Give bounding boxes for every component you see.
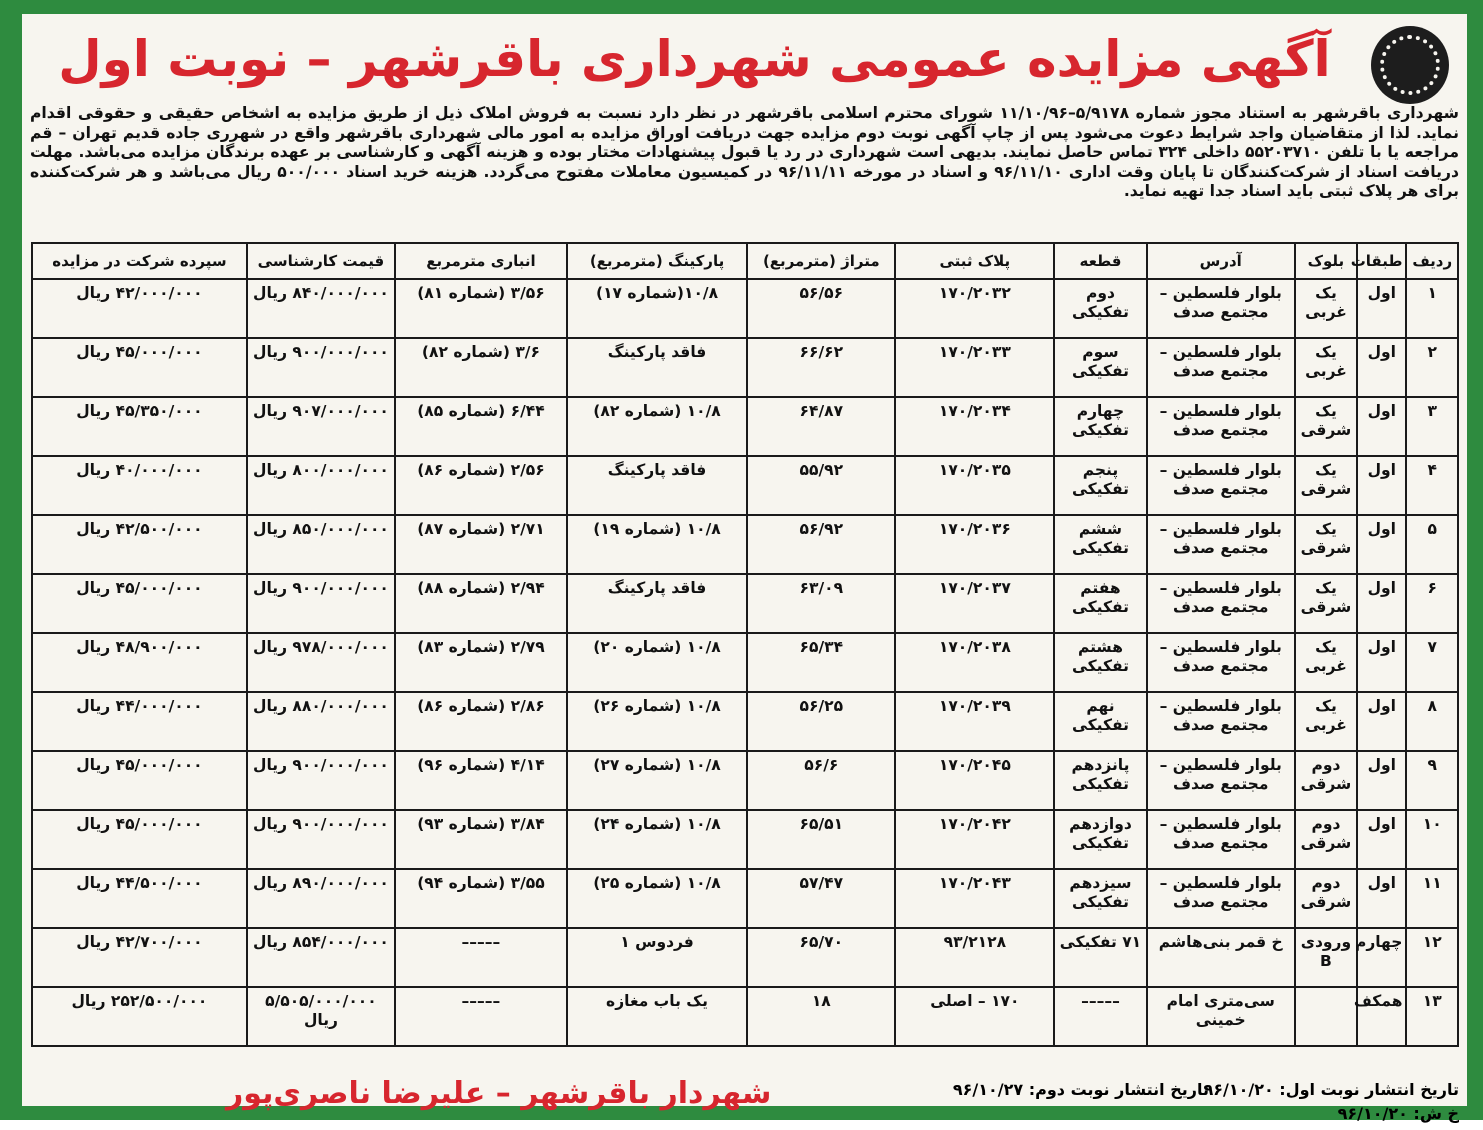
cell-deposit: ۴۵/۰۰۰/۰۰۰ ریال (32, 574, 247, 633)
cell-radif: ۱ (1406, 279, 1458, 338)
cell-block: یک غربی (1295, 279, 1357, 338)
cell-parking: ۱۰/۸(شماره ۱۷) (567, 279, 747, 338)
cell-tabaqe: اول (1357, 751, 1406, 810)
cell-anbari: ۲/۵۶ (شماره ۸۶) (395, 456, 567, 515)
cell-tabaqe: اول (1357, 515, 1406, 574)
intro-paragraph (30, 104, 1459, 202)
header-area: متراژ (مترمربع) (747, 243, 895, 279)
cell-price: ۹۷۸/۰۰۰/۰۰۰ ریال (247, 633, 395, 692)
cell-address: سی‌متری امام خمینی (1147, 987, 1295, 1046)
cell-plak: ۱۷۰/۲۰۳۷ (895, 574, 1054, 633)
cell-parking: ۱۰/۸ (شماره ۲۵) (567, 869, 747, 928)
cell-anbari: ۲/۸۶ (شماره ۸۶) (395, 692, 567, 751)
cell-price: ۸۹۰/۰۰۰/۰۰۰ ریال (247, 869, 395, 928)
cell-area: ۵۷/۴۷ (747, 869, 895, 928)
municipality-emblem-icon (1371, 26, 1449, 104)
table-row (32, 987, 1458, 1046)
cell-parking: ۱۰/۸ (شماره ۲۰) (567, 633, 747, 692)
cell-address: بلوار فلسطین – مجتمع صدف (1147, 279, 1295, 338)
cell-plak: ۱۷۰/۲۰۳۵ (895, 456, 1054, 515)
cell-price: ۸۵۰/۰۰۰/۰۰۰ ریال (247, 515, 395, 574)
cell-address: بلوار فلسطین – مجتمع صدف (1147, 869, 1295, 928)
cell-anbari: ۳/۵۶ (شماره ۸۱) (395, 279, 567, 338)
cell-deposit: ۴۲/۷۰۰/۰۰۰ ریال (32, 928, 247, 987)
cell-block: یک شرقی (1295, 574, 1357, 633)
cell-price: ۵/۵۰۵/۰۰۰/۰۰۰ ریال (247, 987, 395, 1046)
cell-deposit: ۴۸/۹۰۰/۰۰۰ ریال (32, 633, 247, 692)
header-address: آدرس (1147, 243, 1295, 279)
cell-address: بلوار فلسطین – مجتمع صدف (1147, 515, 1295, 574)
cell-tabaqe: اول (1357, 574, 1406, 633)
cell-radif: ۵ (1406, 515, 1458, 574)
cell-area: ۵۶/۹۲ (747, 515, 895, 574)
cell-parking: ۱۰/۸ (شماره ۲۷) (567, 751, 747, 810)
cell-parking: ۱۰/۸ (شماره ۲۶) (567, 692, 747, 751)
cell-qate: دوم تفکیکی (1054, 279, 1146, 338)
cell-price: ۹۰۰/۰۰۰/۰۰۰ ریال (247, 574, 395, 633)
kh-sh-date: خ ش: ۹۶/۱۰/۲۰ (1337, 1104, 1459, 1123)
cell-area: ۵۵/۹۲ (747, 456, 895, 515)
cell-qate: هفتم تفکیکی (1054, 574, 1146, 633)
cell-parking: فردوس ۱ (567, 928, 747, 987)
cell-radif: ۳ (1406, 397, 1458, 456)
cell-radif: ۱۳ (1406, 987, 1458, 1046)
cell-anbari: ۳/۶ (شماره ۸۲) (395, 338, 567, 397)
cell-address: بلوار فلسطین – مجتمع صدف (1147, 751, 1295, 810)
header-deposit: سپرده شرکت در مزایده (32, 243, 247, 279)
cell-deposit: ۴۲/۵۰۰/۰۰۰ ریال (32, 515, 247, 574)
cell-qate: دوازدهم تفکیکی (1054, 810, 1146, 869)
cell-anbari: ۲/۷۱ (شماره ۸۷) (395, 515, 567, 574)
cell-anbari: ––––– (395, 928, 567, 987)
cell-block: دوم شرقی (1295, 810, 1357, 869)
cell-block: دوم شرقی (1295, 751, 1357, 810)
cell-qate: سوم تفکیکی (1054, 338, 1146, 397)
cell-address: بلوار فلسطین – مجتمع صدف (1147, 810, 1295, 869)
cell-area: ۵۶/۵۶ (747, 279, 895, 338)
first-publication-date: تاریخ انتشار نوبت اول: ۹۶/۱۰/۲۰ (1203, 1080, 1459, 1099)
cell-qate: پانزدهم تفکیکی (1054, 751, 1146, 810)
cell-plak: ۱۷۰/۲۰۳۸ (895, 633, 1054, 692)
cell-tabaqe: اول (1357, 338, 1406, 397)
cell-anbari: ––––– (395, 987, 567, 1046)
cell-qate: پنجم تفکیکی (1054, 456, 1146, 515)
cell-block: یک شرقی (1295, 397, 1357, 456)
cell-deposit: ۴۰/۰۰۰/۰۰۰ ریال (32, 456, 247, 515)
cell-plak: ۱۷۰/۲۰۳۲ (895, 279, 1054, 338)
cell-plak: ۱۷۰/۲۰۴۳ (895, 869, 1054, 928)
table-body (32, 279, 1458, 1046)
header-parking: پارکینگ (مترمربع) (567, 243, 747, 279)
page-title: آگهی مزایده عمومی شهرداری باقرشهر – نوبت اول (58, 30, 1331, 88)
cell-anbari: ۲/۹۴ (شماره ۸۸) (395, 574, 567, 633)
cell-block: یک غربی (1295, 633, 1357, 692)
cell-radif: ۴ (1406, 456, 1458, 515)
cell-deposit: ۴۵/۳۵۰/۰۰۰ ریال (32, 397, 247, 456)
cell-area: ۵۶/۶ (747, 751, 895, 810)
cell-parking: ۱۰/۸ (شماره ۸۲) (567, 397, 747, 456)
cell-block (1295, 987, 1357, 1046)
table-row (32, 456, 1458, 515)
header-plak: پلاک ثبتی (895, 243, 1054, 279)
advertisement-body (30, 20, 1459, 1123)
cell-price: ۹۰۰/۰۰۰/۰۰۰ ریال (247, 338, 395, 397)
table-row (32, 751, 1458, 810)
cell-address: بلوار فلسطین – مجتمع صدف (1147, 633, 1295, 692)
cell-price: ۸۵۴/۰۰۰/۰۰۰ ریال (247, 928, 395, 987)
cell-qate: ––––– (1054, 987, 1146, 1046)
table-row (32, 397, 1458, 456)
cell-anbari: ۳/۵۵ (شماره ۹۴) (395, 869, 567, 928)
cell-tabaqe: اول (1357, 810, 1406, 869)
cell-parking: فاقد پارکینگ (567, 574, 747, 633)
cell-radif: ۱۱ (1406, 869, 1458, 928)
header-radif: ردیف (1406, 243, 1458, 279)
cell-price: ۸۴۰/۰۰۰/۰۰۰ ریال (247, 279, 395, 338)
cell-block: یک غربی (1295, 692, 1357, 751)
footer (30, 1076, 1459, 1130)
cell-area: ۶۳/۰۹ (747, 574, 895, 633)
table-row (32, 338, 1458, 397)
cell-qate: ششم تفکیکی (1054, 515, 1146, 574)
cell-tabaqe: اول (1357, 279, 1406, 338)
cell-plak: ۱۷۰/۲۰۳۹ (895, 692, 1054, 751)
mayor-signature: شهردار باقرشهر – علیرضا ناصری‌پور (226, 1076, 772, 1111)
cell-anbari: ۲/۷۹ (شماره ۸۳) (395, 633, 567, 692)
cell-area: ۶۵/۳۴ (747, 633, 895, 692)
cell-area: ۵۶/۲۵ (747, 692, 895, 751)
cell-block: یک شرقی (1295, 515, 1357, 574)
cell-anbari: ۴/۱۴ (شماره ۹۶) (395, 751, 567, 810)
cell-plak: ۱۷۰/۲۰۴۵ (895, 751, 1054, 810)
cell-block: یک غربی (1295, 338, 1357, 397)
cell-area: ۶۶/۶۲ (747, 338, 895, 397)
cell-address: بلوار فلسطین – مجتمع صدف (1147, 692, 1295, 751)
cell-plak: ۹۳/۲۱۲۸ (895, 928, 1054, 987)
cell-qate: هشتم تفکیکی (1054, 633, 1146, 692)
intro-text: شهرداری باقرشهر به استناد مجوز شماره ۵/۹۱۷۸–۱۱/۱۰/۹۶ شورای محترم اسلامی باقرشهر در نظر دارد نسبت به فروش املاک ذیل از طریق مزایده به اشخاص حقیقی و حقوقی اقدام نماید. لذا از متقاضیان واجد شرایط دعوت می‌شود پس از چاپ آگهی نوبت دوم مزایده جهت دریافت اوراق مزایده به امور مالی شهرداری باقرشهر واقع در شهرری جاده قدیم تهران – قم مراجعه یا با تلفن ۵۵۲۰۳۷۱۰ داخلی ۳۲۴ تماس حاصل نمایند. بدیهی است شهرداری در رد یا قبول پیشنهادات مختار بوده و هزینه آگهی و کارشناسی بر عهده برندگان مزایده می‌باشد. مهلت دریافت اسناد از شرکت‌کنندگان تا پایان وقت اداری ۹۶/۱۱/۱۰ و اسناد در مورخه ۹۶/۱۱/۱۱ در کمیسیون معاملات مفتوح می‌گردد. هزینه خرید اسناد ۵۰۰/۰۰۰ ریال می‌باشد و هر شرکت‌کننده برای هر پلاک ثبتی باید اسناد جدا تهیه نماید. (30, 104, 1459, 201)
table-row (32, 810, 1458, 869)
cell-deposit: ۴۵/۰۰۰/۰۰۰ ریال (32, 338, 247, 397)
cell-deposit: ۴۵/۰۰۰/۰۰۰ ریال (32, 810, 247, 869)
table-row (32, 574, 1458, 633)
header-price: قیمت کارشناسی (247, 243, 395, 279)
cell-tabaqe: اول (1357, 397, 1406, 456)
cell-area: ۱۸ (747, 987, 895, 1046)
cell-address: بلوار فلسطین – مجتمع صدف (1147, 574, 1295, 633)
cell-tabaqe: اول (1357, 869, 1406, 928)
header-tabaqe: طبقات (1357, 243, 1406, 279)
second-publication-date: تاریخ انتشار نوبت دوم: ۹۶/۱۰/۲۷ (952, 1080, 1209, 1099)
cell-price: ۹۰۷/۰۰۰/۰۰۰ ریال (247, 397, 395, 456)
cell-address: بلوار فلسطین – مجتمع صدف (1147, 456, 1295, 515)
table-row (32, 928, 1458, 987)
cell-anbari: ۳/۸۴ (شماره ۹۳) (395, 810, 567, 869)
cell-radif: ۱۲ (1406, 928, 1458, 987)
cell-deposit: ۴۴/۵۰۰/۰۰۰ ریال (32, 869, 247, 928)
cell-block: دوم شرقی (1295, 869, 1357, 928)
cell-area: ۶۵/۷۰ (747, 928, 895, 987)
cell-deposit: ۴۴/۰۰۰/۰۰۰ ریال (32, 692, 247, 751)
cell-qate: چهارم تفکیکی (1054, 397, 1146, 456)
cell-radif: ۹ (1406, 751, 1458, 810)
cell-address: بلوار فلسطین – مجتمع صدف (1147, 338, 1295, 397)
cell-price: ۹۰۰/۰۰۰/۰۰۰ ریال (247, 810, 395, 869)
cell-tabaqe: همکف (1357, 987, 1406, 1046)
cell-plak: ۱۷۰/۲۰۳۶ (895, 515, 1054, 574)
table-row (32, 515, 1458, 574)
cell-block: ورودی B (1295, 928, 1357, 987)
cell-qate: سیزدهم تفکیکی (1054, 869, 1146, 928)
cell-deposit: ۲۵۲/۵۰۰/۰۰۰ ریال (32, 987, 247, 1046)
cell-parking: فاقد پارکینگ (567, 338, 747, 397)
cell-radif: ۷ (1406, 633, 1458, 692)
cell-deposit: ۴۵/۰۰۰/۰۰۰ ریال (32, 751, 247, 810)
cell-tabaqe: چهارم (1357, 928, 1406, 987)
cell-parking: فاقد پارکینگ (567, 456, 747, 515)
cell-price: ۸۸۰/۰۰۰/۰۰۰ ریال (247, 692, 395, 751)
table-row (32, 633, 1458, 692)
table-header-row (32, 243, 1458, 279)
cell-parking: یک باب مغازه (567, 987, 747, 1046)
cell-plak: ۱۷۰/۲۰۳۴ (895, 397, 1054, 456)
table-row (32, 692, 1458, 751)
cell-tabaqe: اول (1357, 692, 1406, 751)
cell-area: ۶۵/۵۱ (747, 810, 895, 869)
cell-area: ۶۴/۸۷ (747, 397, 895, 456)
cell-plak: ۱۷۰/۲۰۴۲ (895, 810, 1054, 869)
cell-radif: ۶ (1406, 574, 1458, 633)
cell-radif: ۸ (1406, 692, 1458, 751)
cell-plak: ۱۷۰/۲۰۳۳ (895, 338, 1054, 397)
cell-anbari: ۶/۴۴ (شماره ۸۵) (395, 397, 567, 456)
header-anbari: انباری مترمربع (395, 243, 567, 279)
cell-plak: ۱۷۰ – اصلی (895, 987, 1054, 1046)
table-row (32, 869, 1458, 928)
cell-radif: ۲ (1406, 338, 1458, 397)
cell-price: ۸۰۰/۰۰۰/۰۰۰ ریال (247, 456, 395, 515)
cell-address: بلوار فلسطین – مجتمع صدف (1147, 397, 1295, 456)
header-qate: قطعه (1054, 243, 1146, 279)
cell-block: یک شرقی (1295, 456, 1357, 515)
cell-radif: ۱۰ (1406, 810, 1458, 869)
header-block: بلوک (1295, 243, 1357, 279)
cell-parking: ۱۰/۸ (شماره ۲۴) (567, 810, 747, 869)
auction-lots-table (31, 242, 1459, 1047)
cell-qate: نهم تفکیکی (1054, 692, 1146, 751)
cell-price: ۹۰۰/۰۰۰/۰۰۰ ریال (247, 751, 395, 810)
cell-qate: ۷۱ تفکیکی (1054, 928, 1146, 987)
cell-parking: ۱۰/۸ (شماره ۱۹) (567, 515, 747, 574)
cell-deposit: ۴۲/۰۰۰/۰۰۰ ریال (32, 279, 247, 338)
cell-address: خ قمر بنی‌هاشم (1147, 928, 1295, 987)
cell-tabaqe: اول (1357, 633, 1406, 692)
table-row (32, 279, 1458, 338)
cell-tabaqe: اول (1357, 456, 1406, 515)
